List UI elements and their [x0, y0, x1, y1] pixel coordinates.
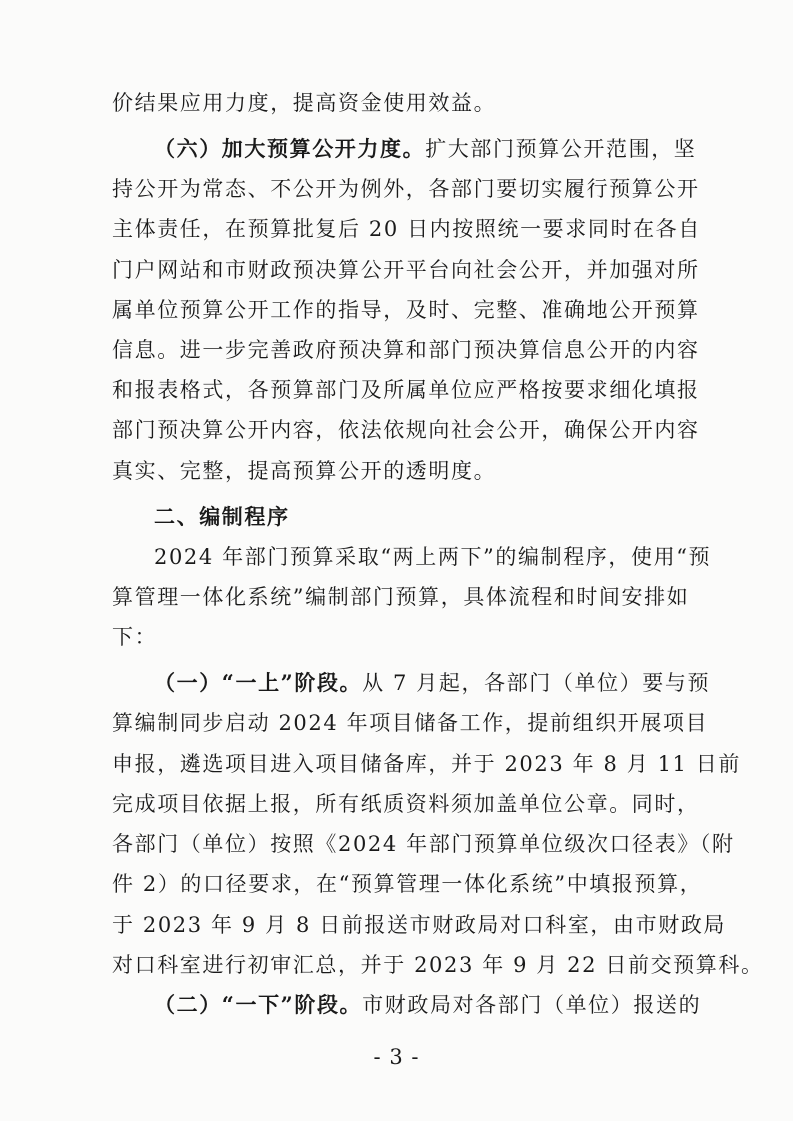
line-text: 2024 年部门预算采取“两上两下”的编制程序，使用“预: [154, 545, 712, 569]
text-line: [112, 375, 700, 405]
text-line: [154, 990, 702, 1020]
line-text: 于 2023 年 9 月 8 日前报送市财政局对口科室，由市财政局: [112, 913, 727, 937]
line-text: 申报，遴选项目进入项目储备库，并于 2023 年 8 月 11 日前: [112, 752, 741, 776]
text-line: [154, 134, 697, 164]
text-line: [112, 415, 700, 445]
text-line: [112, 295, 700, 325]
text-line: [112, 749, 741, 779]
line-text: 属单位预算公开工作的指导，及时、完整、准确地公开预算: [112, 298, 700, 322]
line-text: 扩大部门预算公开范围，坚: [425, 137, 697, 161]
text-line: [112, 829, 735, 859]
line-text: 价结果应用力度，提高资金使用效益。: [112, 91, 497, 115]
line-text: 持公开为常态、不公开为例外，各部门要切实履行预算公开: [112, 177, 700, 201]
text-line: [112, 869, 703, 899]
line-text: 算管理一体化系统”编制部门预算，具体流程和时间安排如: [112, 585, 690, 609]
line-text: 下：: [112, 625, 158, 649]
line-text: 门户网站和市财政预决算公开平台向社会公开，并加强对所: [112, 258, 700, 282]
line-text: 市财政局对各部门（单位）报送的: [362, 993, 702, 1017]
line-text: 主体责任，在预算批复后 20 日内按照统一要求同时在各自: [112, 217, 701, 241]
line-text: 件 2）的口径要求，在“预算管理一体化系统”中填报预算，: [112, 872, 703, 896]
text-line: [112, 582, 690, 612]
text-line: [112, 910, 727, 940]
line-text: 信息。进一步完善政府预决算和部门预决算信息公开的内容: [112, 338, 700, 362]
line-text: 真实、完整，提高预算公开的透明度。: [112, 459, 497, 483]
text-line: [112, 950, 764, 980]
section-heading-text: 二、编制程序: [154, 504, 290, 529]
text-line: [112, 622, 672, 652]
text-line: [112, 88, 672, 118]
text-line: [112, 456, 672, 486]
line-text: 从 7 月起，各部门（单位）要与预: [362, 671, 711, 695]
line-text: 部门预决算公开内容，依法依规向社会公开，确保公开内容: [112, 418, 700, 442]
line-bold-heading: （六）加大预算公开力度。: [154, 136, 426, 161]
line-text: 各部门（单位）按照《2024 年部门预算单位级次口径表》（附: [112, 832, 735, 856]
text-line: [154, 668, 711, 698]
text-line: [112, 789, 700, 819]
line-text: 对口科室进行初审汇总，并于 2023 年 9 月 22 日前交预算科。: [112, 953, 764, 977]
text-line: [112, 255, 700, 285]
text-line: [112, 174, 700, 204]
line-bold-heading: （一）“一上”阶段。: [154, 670, 363, 695]
text-line: [154, 542, 712, 572]
page-number: - 3 -: [373, 1045, 420, 1069]
line-text: 和报表格式，各预算部门及所属单位应严格按要求细化填报: [112, 378, 700, 402]
section-heading: [154, 502, 672, 532]
line-text: 完成项目依据上报，所有纸质资料须加盖单位公章。同时，: [112, 792, 700, 816]
line-bold-heading: （二）“一下”阶段。: [154, 992, 363, 1017]
line-text: 算编制同步启动 2024 年项目储备工作，提前组织开展项目: [112, 711, 709, 735]
text-line: [112, 214, 701, 244]
text-line: [112, 335, 700, 365]
text-line: [112, 708, 709, 738]
